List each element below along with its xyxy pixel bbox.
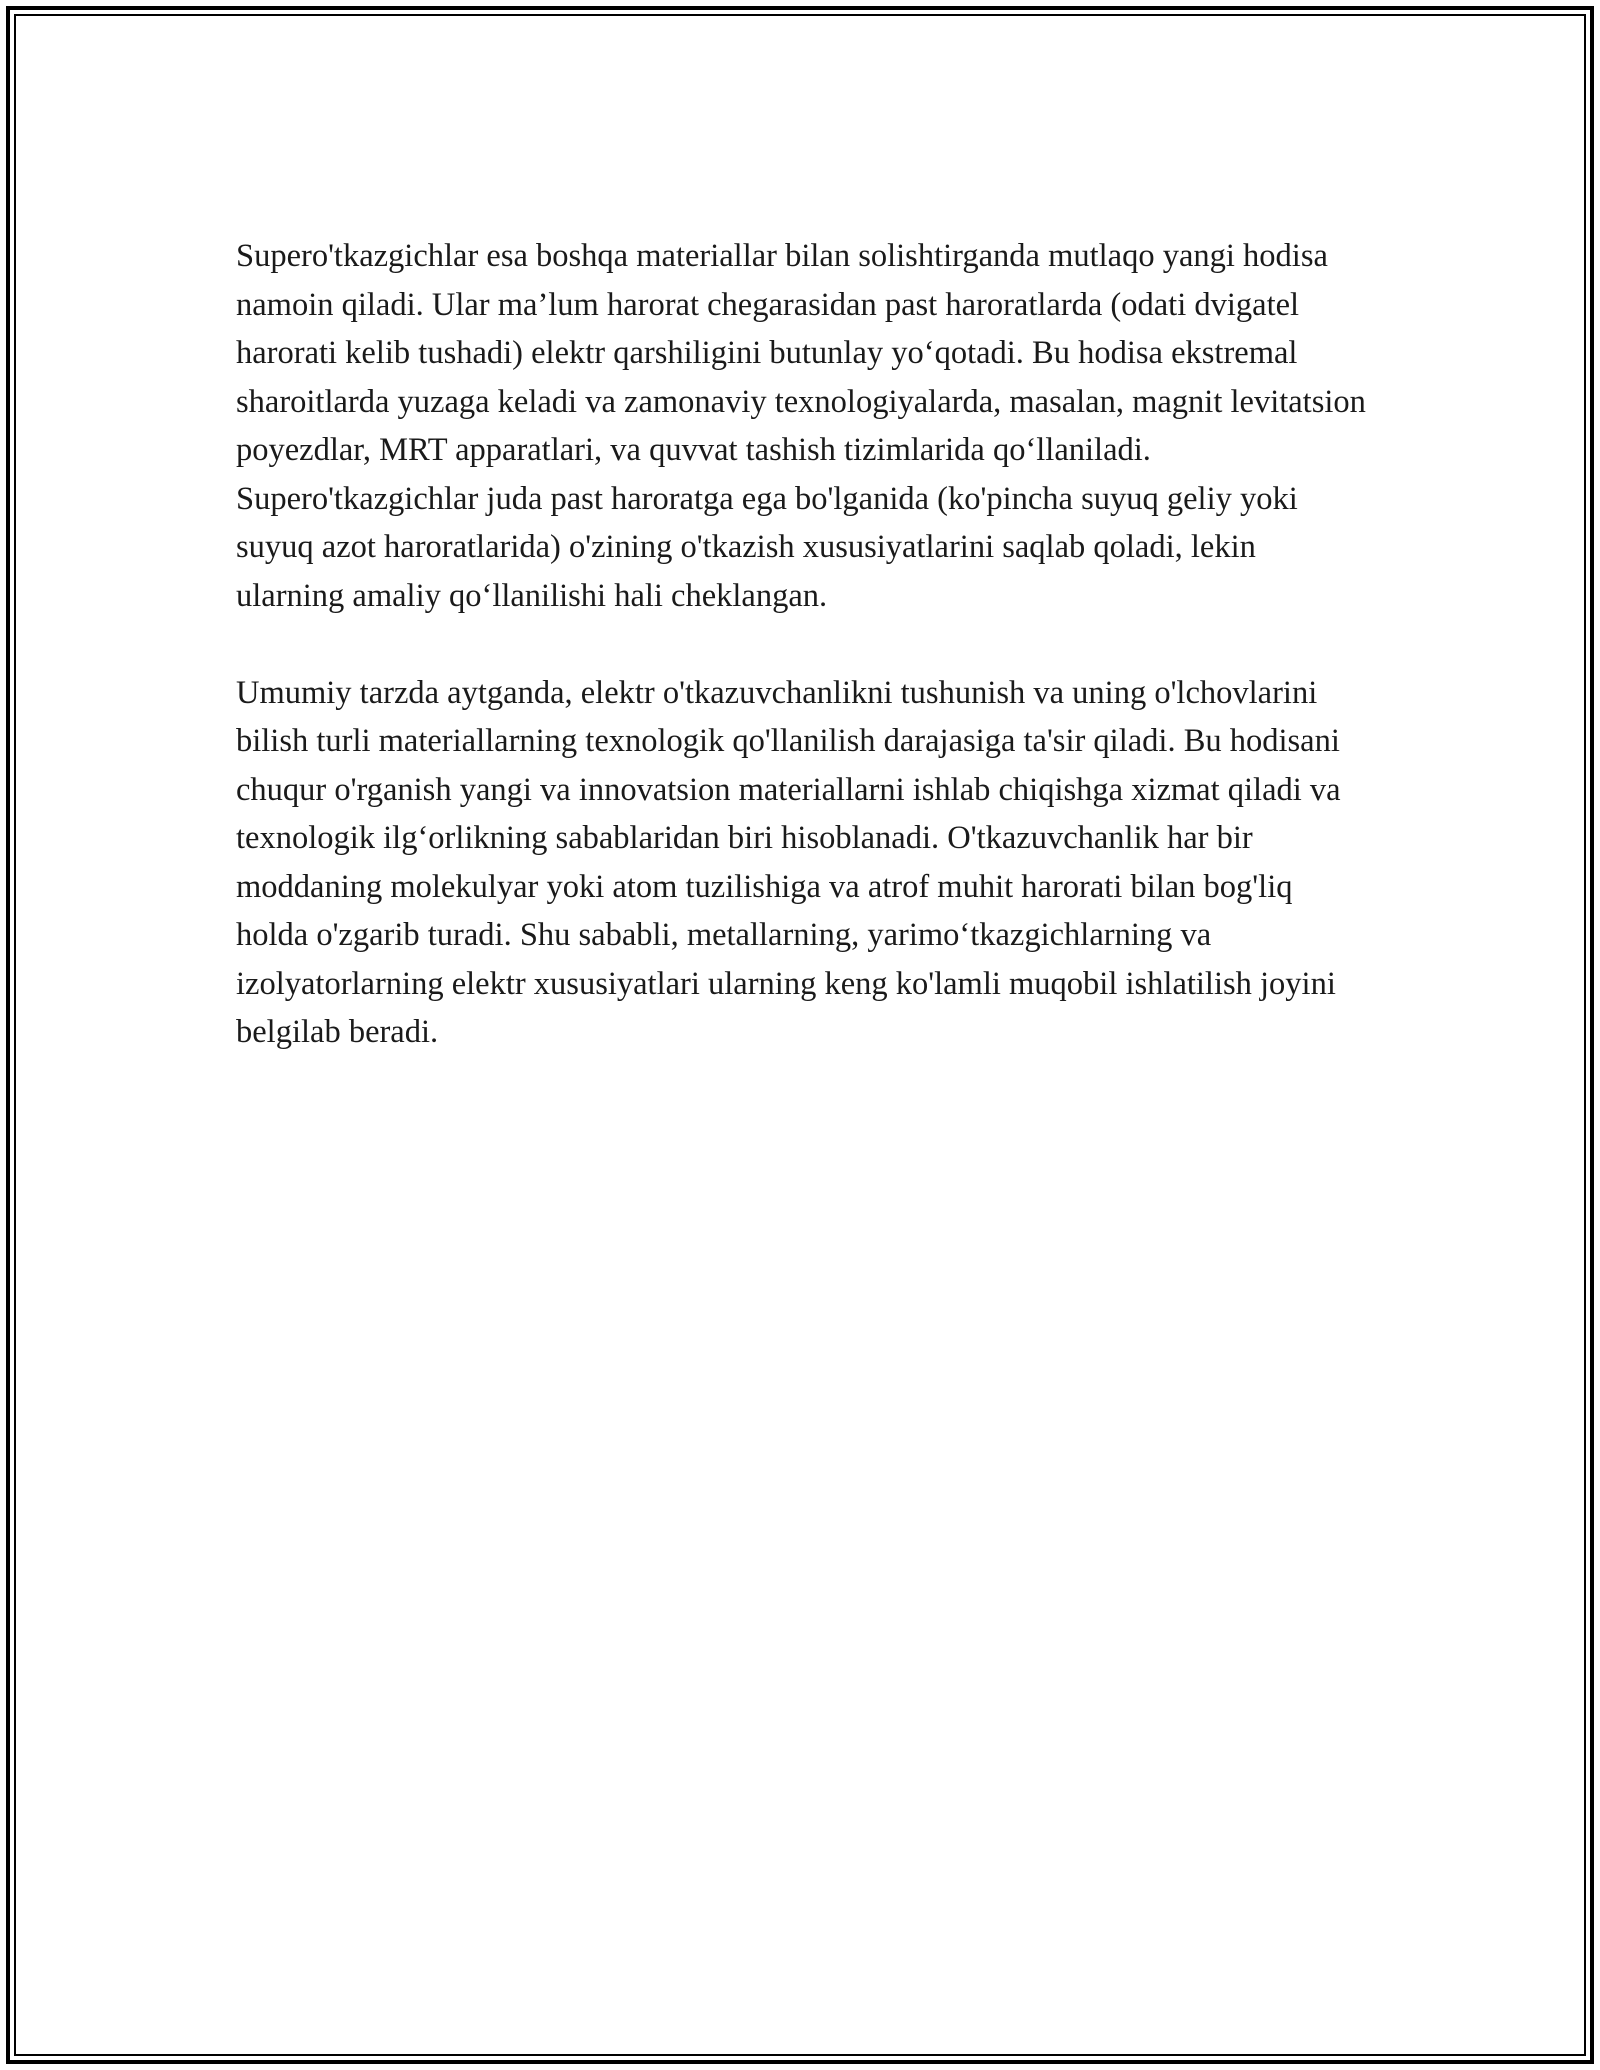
document-body <box>236 232 1366 1105</box>
paragraph-conclusion: Umumiy tarzda aytganda, elektr o'tkazuvchanlikni tushunish va uning o'lchovlarini bilish turli materiallarning texnologik qo'llanilish darajasiga ta'sir qiladi. Bu hodisani chuqur o'rganish yangi va innovatsion materiallarni ishlab chiqishga xizmat qiladi va texnologik ilg‘orlikning sabablaridan biri hisoblanadi. O'tkazuvchanlik har bir moddaning molekulyar yoki atom tuzilishiga va atrof muhit harorati bilan bog'liq holda o'zgarib turadi. Shu sababli, metallarning, yarimo‘tkazgichlarning va izolyatorlarning elektr xususiyatlari ularning keng ko'lamli muqobil ishlatilish joyini belgilab beradi. <box>236 674 1341 1050</box>
paragraph-superconductors: Supero'tkazgichlar esa boshqa materiallar bilan solishtirganda mutlaqo yangi hodisa namoin qiladi. Ular ma’lum harorat chegarasidan past haroratlarda (odati dvigatel harorati kelib tushadi) elektr qarshiligini butunlay yo‘qotadi. Bu hodisa ekstremal sharoitlarda yuzaga keladi va zamonaviy texnologiyalarda, masalan, magnit levitatsion poyezdlar, MRT apparatlari, va quvvat tashish tizimlarida qo‘llaniladi. Supero'tkazgichlar juda past haroratga ega bo'lganida (ko'pincha suyuq geliy yoki suyuq azot haroratlarida) o'zining o'tkazish xususiyatlarini saqlab qoladi, lekin ularning amaliy qo‘llanilishi hali cheklangan. <box>236 238 1366 614</box>
